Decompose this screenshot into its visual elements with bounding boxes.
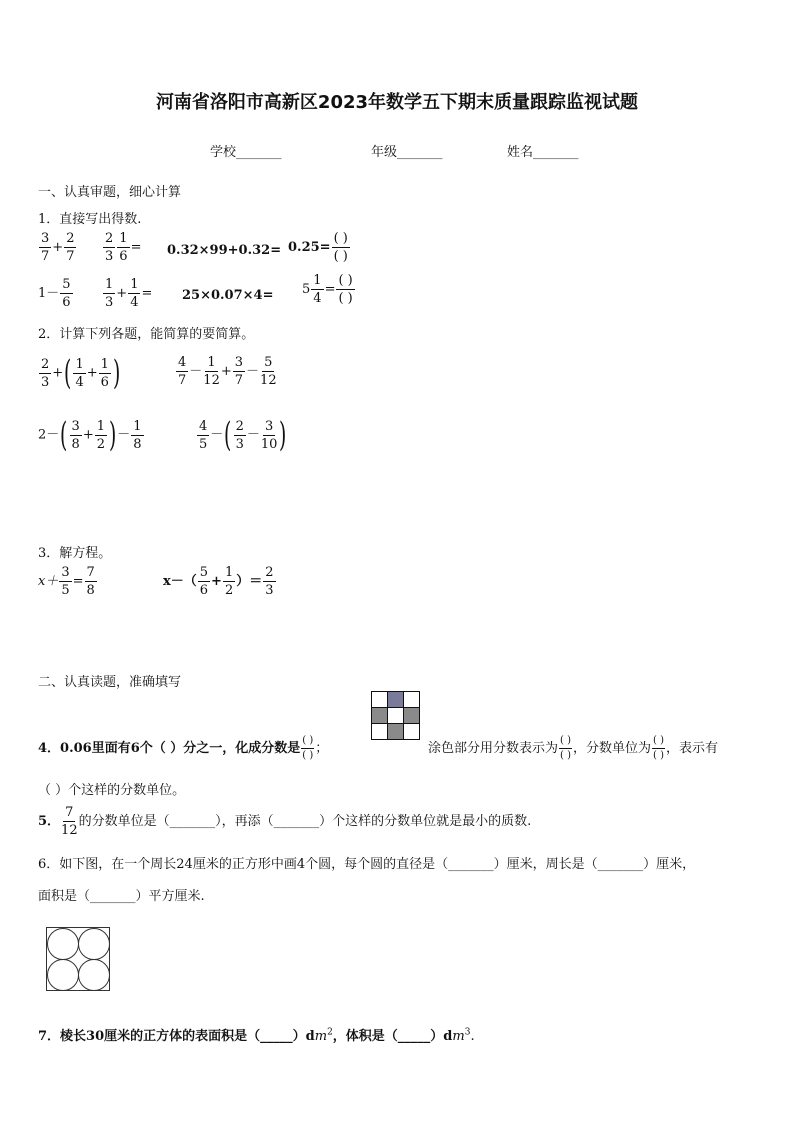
- name-field[interactable]: 姓名_______: [507, 145, 579, 160]
- q5-line: 5． $\frac{7}{12}$ 的分数单位是（_______），再添（_______）个这样的分数单位就是最小的质数.: [38, 805, 532, 838]
- q2-label: 2．计算下列各题，能简算的要简算。: [38, 327, 255, 342]
- page-title: 河南省洛阳市高新区2023年数学五下期末质量跟踪监视试题: [155, 92, 639, 113]
- q1-expr-4: 0.25= $\frac{( )}{( )}$: [288, 231, 348, 264]
- q2-expr-a: $\frac{2}{3}$ +( $\frac{1}{4}$ + $\frac{1}{6}$ ): [41, 353, 121, 393]
- q3-equation-a: x＋ $\frac{3}{5}$ = $\frac{7}{8}$: [38, 565, 95, 598]
- q4-line-1b: 涂色部分用分数表示为 $\frac{( )}{( )}$ ，分数单位为 $\frac{( )}{( )}$ ，表示有: [428, 735, 719, 761]
- circle-shape: [78, 959, 110, 991]
- q6-line-2: 面积是（_______）平方厘米.: [38, 889, 205, 904]
- q7-line: 7．棱长30厘米的正方体的表面积是$(\_\_\_\_\_)dm^2$，体积是$(\_\_\_\_\_)dm^3$.: [38, 1027, 475, 1044]
- q4-line-2: （ ）个这样的分数单位。: [38, 783, 186, 798]
- grade-field[interactable]: 年级_______: [371, 145, 443, 160]
- q1-expr-8: 5 $\frac{1}{4}$ = $\frac{( )}{( )}$: [302, 273, 353, 306]
- q6-line-1: 6．如下图，在一个周长24厘米的正方形中画4个圆，每个圆的直径是（_______）厘米，周长是（_______）厘米，: [38, 857, 696, 872]
- circle-shape: [78, 928, 110, 960]
- q3-label: 3．解方程。: [38, 546, 112, 561]
- q1-expr-5: 1－ $\frac{5}{6}$: [38, 277, 71, 310]
- school-field[interactable]: 学校_______: [210, 145, 282, 160]
- section-heading-1: 一、认真审题，细心计算: [38, 185, 182, 200]
- q1-expr-3: 0.32×99+0.32=: [167, 243, 282, 258]
- q2-expr-b: $\frac{4}{7}$ － $\frac{1}{12}$ + $\frac{3}{7}$ － $\frac{5}{12}$: [178, 355, 277, 388]
- q2-expr-d: $\frac{4}{5}$ －( $\frac{2}{3}$ － $\frac{3}{10}$ ): [199, 415, 287, 455]
- circle-shape: [47, 959, 79, 991]
- q4-line-1: 4．0.06里面有6个（ ）分之一，化成分数是 $\frac{( )}{( )}$ ；: [38, 735, 329, 761]
- q1-expr-6: $\frac{1}{3}$ + $\frac{1}{4}$ =: [105, 277, 153, 310]
- circle-shape: [47, 928, 79, 960]
- square-with-circles-figure: [46, 927, 110, 991]
- q1-label: 1．直接写出得数.: [38, 212, 142, 227]
- shaded-grid-figure: [371, 691, 420, 740]
- q1-expr-2: $\frac{2}{3}$ $\frac{1}{6}$ =: [105, 231, 142, 264]
- section-heading-2: 二、认真读题，准确填写: [38, 675, 182, 690]
- q3-equation-b: x－（ $\frac{5}{6}$ + $\frac{1}{2}$ ）＝ $\frac{2}{3}$: [163, 565, 274, 598]
- q1-expr-1: $\frac{3}{7}$ + $\frac{2}{7}$: [41, 231, 75, 264]
- q2-expr-c: 2－( $\frac{3}{8}$ + $\frac{1}{2}$ )－ $\frac{1}{8}$: [38, 415, 142, 455]
- q1-expr-7: 25×0.07×4=: [182, 288, 274, 303]
